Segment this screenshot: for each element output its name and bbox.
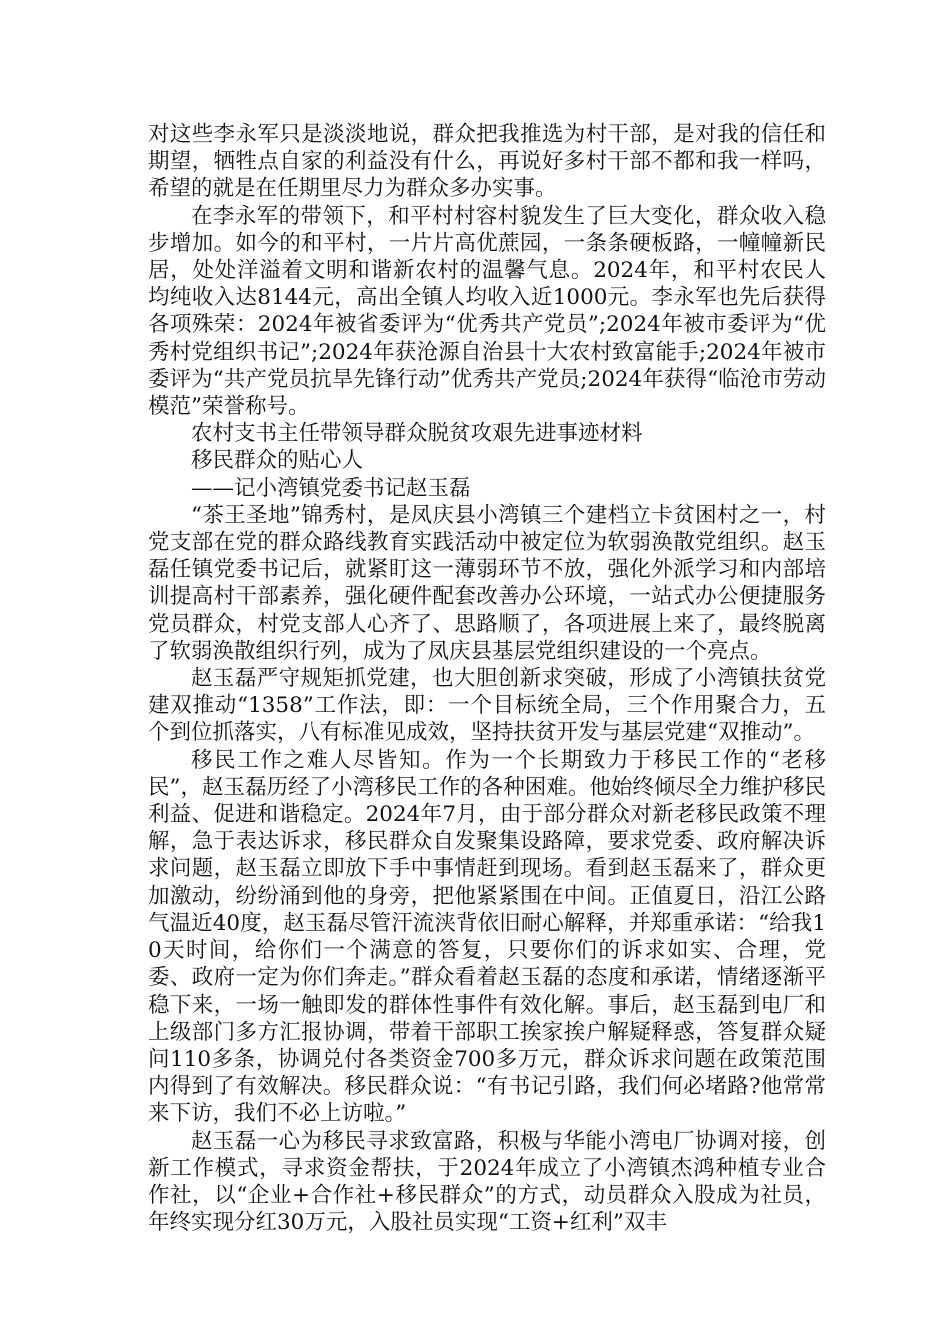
paragraph-migrant-work: 移民工作之难人尽皆知。作为一个长期致力于移民工作的“老移民”，赵玉磊历经了小湾移民工作的各种困难。他始终倾尽全力维护移民利益、促进和谐稳定。2024年7月，由于部分群众对新老移民政策不理解，急于表达诉求，移民群众自发聚集设路障，要求党委、政府解决诉求问题，赵玉磊立即放下手中事情赶到现场。看到赵玉磊来了，群众更加激动，纷纷涌到他的身旁，把他紧紧围在中间。正值夏日，沿江公路气温近40度，赵玉磊尽管汗流浃背依旧耐心解释，并郑重承诺：“给我10天时间，给你们一个满意的答复，只要你们的诉求如实、合理，党委、政府一定为你们奔走。”群众看着赵玉磊的态度和承诺，情绪逐渐平稳下来，一场一触即发的群体性事件有效化解。事后，赵玉磊到电厂和上级部门多方汇报协调，带着干部职工挨家挨户解疑释惑，答复群众疑问110多条，协调兑付各类资金700多万元，群众诉求问题在政策范围内得到了有效解决。移民群众说：“有书记引路，我们何必堵路?他常常来下访，我们不必上访啦。”: [148, 747, 826, 1127]
article-title: 移民群众的贴心人: [191, 448, 364, 474]
paragraph-heping-village-changes: 在李永军的带领下，和平村村容村貌发生了巨大变化，群众收入稳步增加。如今的和平村，一片片高优蔗园，一条条硬板路，一幢幢新民居，处处洋溢着文明和谐新农村的温馨气息。2024年，和平村农民人均纯收入达8144元，高出全镇人均收入近1000元。李永军也先后获得各项殊荣：2024年被省委评为“优秀共产党员”;2024年被市委评为“优秀村党组织书记”;2024年获沧源自治县十大农村致富能手;2024年被市委评为“共产党员抗旱先锋行动”优秀共产党员;2024年获得“临沧市劳动模范”荣誉称号。: [148, 203, 826, 420]
paragraph-party-building-method: 赵玉磊严守规矩抓党建，也大胆创新求突破，形成了小湾镇扶贫党建双推动“1358”工作法，即：一个目标统全局，三个作用聚合力，五个到位抓落实，八有标准见成效，坚持扶贫开发与基层党建“双推动”。: [148, 666, 826, 746]
paragraph-li-yongjun-response: 对这些李永军只是淡淡地说，群众把我推选为村干部，是对我的信任和期望，牺牲点自家的利益没有什么，再说好多村干部不都和我一样吗，希望的就是在任期里尽力为群众多办实事。: [148, 122, 826, 202]
paragraph-cooperative: 赵玉磊一心为移民寻求致富路，积极与华能小湾电厂协调对接，创新工作模式，寻求资金帮扶，于2024年成立了小湾镇杰鸿种植专业合作社，以“企业+合作社+移民群众”的方式，动员群众入股成为社员，年终实现分红30万元，入股社员实现“工资+红利”双丰: [148, 1128, 826, 1236]
section-title: 农村支书主任带领导群众脱贫攻艰先进事迹材料: [191, 421, 643, 447]
document-body: [148, 121, 826, 1236]
paragraph-jinxiu-village: “茶王圣地”锦秀村，是凤庆县小湾镇三个建档立卡贫困村之一，村党支部在党的群众路线教育实践活动中被定位为软弱涣散党组织。赵玉磊任镇党委书记后，就紧盯这一薄弱环节不放，强化外派学习和内部培训提高村干部素养，强化硬件配套改善办公环境，一站式办公便捷服务党员群众，村党支部人心齐了、思路顺了，各项进展上来了，最终脱离了软弱涣散组织行列，成为了凤庆县基层党组织建设的一个亮点。: [148, 502, 826, 664]
article-subtitle: ——记小湾镇党委书记赵玉磊: [191, 475, 471, 501]
